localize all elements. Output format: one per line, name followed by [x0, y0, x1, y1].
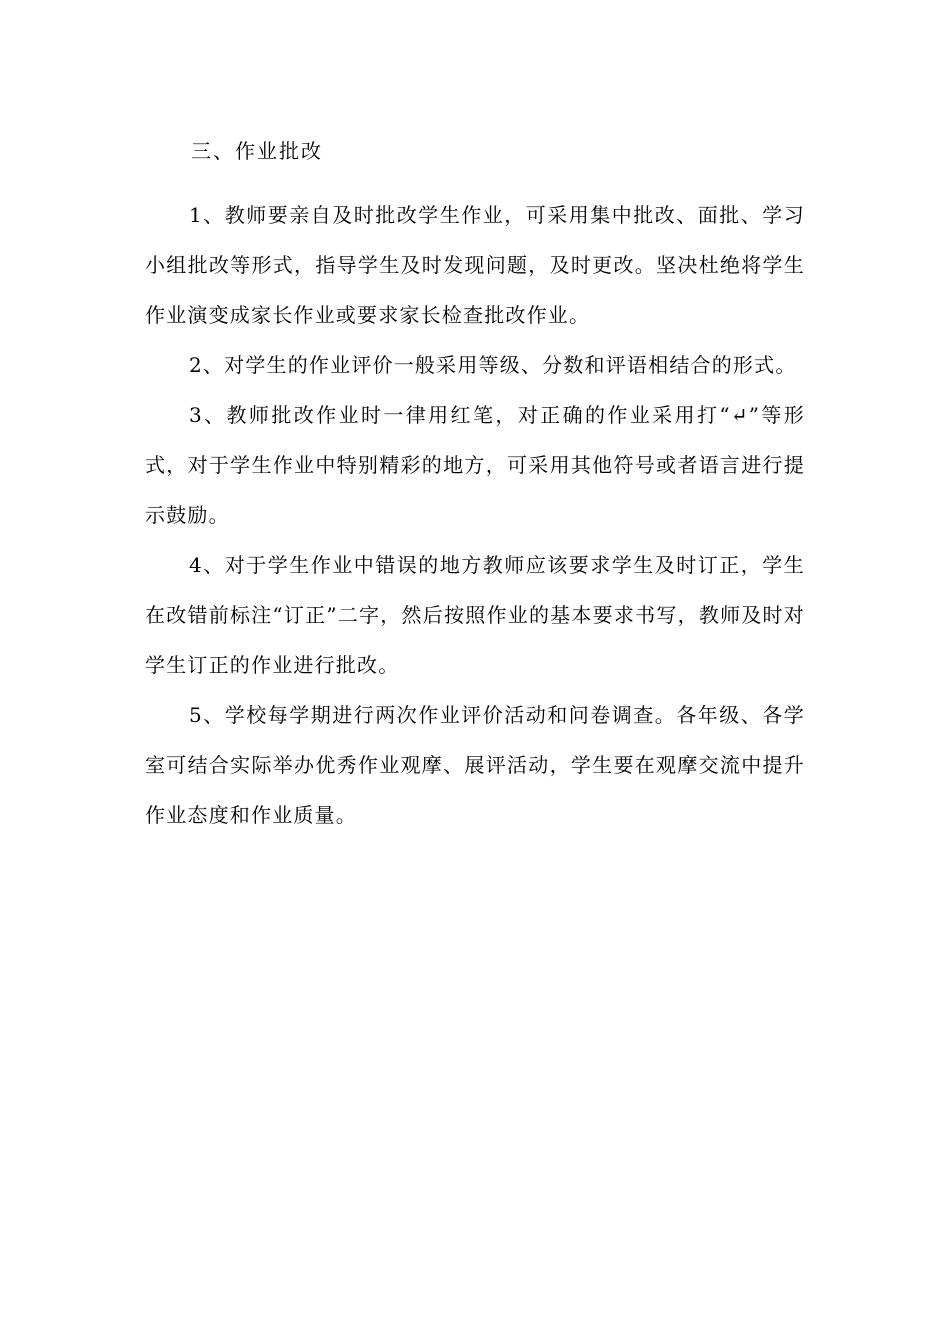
paragraph-2: 2、对学生的作业评价一般采用等级、分数和评语相结合的形式。: [189, 353, 797, 377]
paragraph-5: 5、学校每学期进行两次作业评价活动和问卷调查。各年级、各学室可结合实际举办优秀作业观摩、展评活动，学生要在观摩交流中提升作业态度和作业质量。: [145, 703, 805, 827]
paragraph-1: 1、教师要亲自及时批改学生作业，可采用集中批改、面批、学习小组批改等形式，指导学生及时发现问题，及时更改。坚决杜绝将学生作业演变成家长作业或要求家长检查批改作业。: [145, 203, 805, 327]
document-page: [145, 126, 805, 840]
paragraph-3: 3、教师批改作业时一律用红笔，对正确的作业采用打“↵”等形式，对于学生作业中特别精彩的地方，可采用其他符号或者语言进行提示鼓励。: [145, 403, 805, 527]
paragraph-4: 4、对于学生作业中错误的地方教师应该要求学生及时订正，学生在改错前标注“订正”二字，然后按照作业的基本要求书写，教师及时对学生订正的作业进行批改。: [145, 553, 805, 677]
section-heading: 三、作业批改: [191, 139, 323, 163]
